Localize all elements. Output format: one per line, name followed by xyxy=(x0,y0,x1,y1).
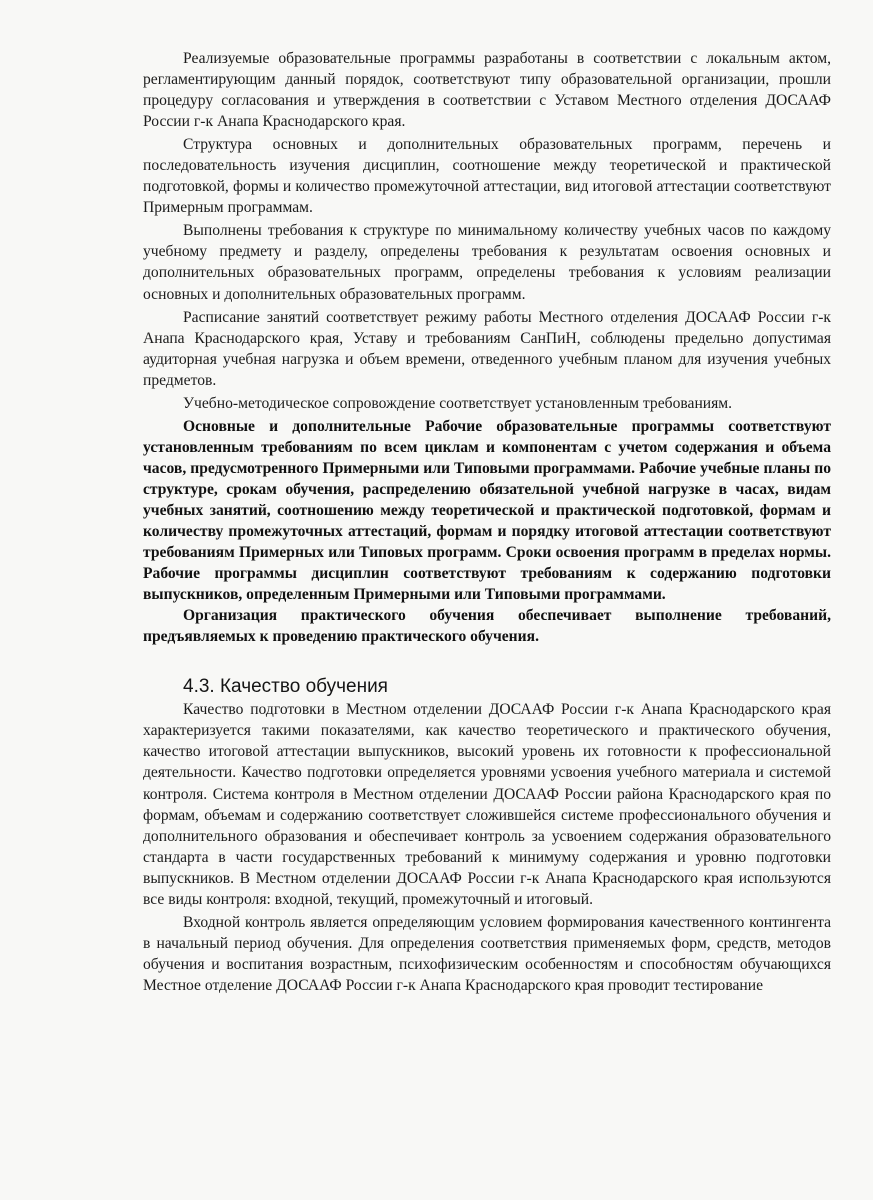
paragraph-programs-developed: Реализуемые образовательные программы разработаны в соответствии с локальным актом, регламентирующим данный порядок, соответствуют типу образовательной организации, прошли процедуру согласования и утверждения в соответствии с Уставом Местного отделения ДОСААФ России г-к Анапа Краснодарского края. xyxy=(143,50,831,131)
document-body xyxy=(143,48,831,996)
paragraph-structure-requirements: Выполнены требования к структуре по минимальному количеству учебных часов по каждому учебному предмету и разделу, определены требования к результатам освоения основных и дополнительных образовательных программ, определены требования к условиям реализации основных и дополнительных образовательных программ. xyxy=(143,222,831,303)
paragraph-practical-training: Организация практического обучения обеспечивает выполнение требований, предъявляемых к проведению практического обучения. xyxy=(143,607,831,646)
section-heading: 4.3. Качество обучения xyxy=(183,676,388,698)
paragraph-schedule: Расписание занятий соответствует режиму работы Местного отделения ДОСААФ России г-к Анапа Краснодарского края, Уставу и требованиям СанПиН, соблюдены предельно допустимая аудиторная учебная нагрузка и объем времени, отведенного учебным планом для изучения учебных предметов. xyxy=(143,308,831,389)
paragraph-entry-control: Входной контроль является определяющим условием формирования качественного контингента в начальный период обучения. Для определения соответствия применяемых форм, средств, методов обучения и воспитания возрастным, психофизическим особенностям и способностям обучающихся Местное отделение ДОСААФ России г-к Анапа Краснодарского края проводит тестирование xyxy=(143,913,831,994)
paragraph-training-quality: Качество подготовки в Местном отделении ДОСААФ России г-к Анапа Краснодарского края характеризуется такими показателями, как качество теоретического и практического обучения, качество итоговой аттестации выпускников, высокий уровень их готовности к профессиональной деятельности. Качество подготовки определяется уровнями усвоения учебного материала и системой контроля. Система контроля в Местном отделении ДОСААФ России района Краснодарского края по формам, объемам и содержанию соответствует сложившейся системе профессионального обучения и дополнительного образования и обеспечивает контроль за усвоением содержания образовательного стандарта в части государственных требований к минимуму содержания и уровню подготовки выпускников. В Местном отделении ДОСААФ России г-к Анапа Краснодарского края используются все виды контроля: входной, текущий, промежуточный и итоговый. xyxy=(143,701,831,908)
paragraph-methodical-support: Учебно-методическое сопровождение соответствует установленным требованиям. xyxy=(183,394,733,412)
paragraph-working-programs: Основные и дополнительные Рабочие образовательные программы соответствуют установленным требованиям по всем циклам и компонентам с учетом содержания и объема часов, предусмотренного Примерными или Типовыми программами. Рабочие учебные планы по структуре, срокам обучения, распределению обязательной учебной нагрузке в часах, видам учебных занятий, соотношению между теоретической и практической подготовкой, формам и количеству промежуточных аттестаций, формам и порядку итоговой аттестации соответствуют требованиям Примерных или Типовых программ. Сроки освоения программ в пределах нормы. Рабочие программы дисциплин соответствуют требованиям к содержанию подготовки выпускников, определенным Примерными или Типовыми программами. xyxy=(143,417,831,604)
paragraph-program-structure: Структура основных и дополнительных образовательных программ, перечень и последовательность изучения дисциплин, соотношение между теоретической и практической подготовкой, формы и количество промежуточной аттестации, вид итоговой аттестации соответствуют Примерным программам. xyxy=(143,136,831,217)
